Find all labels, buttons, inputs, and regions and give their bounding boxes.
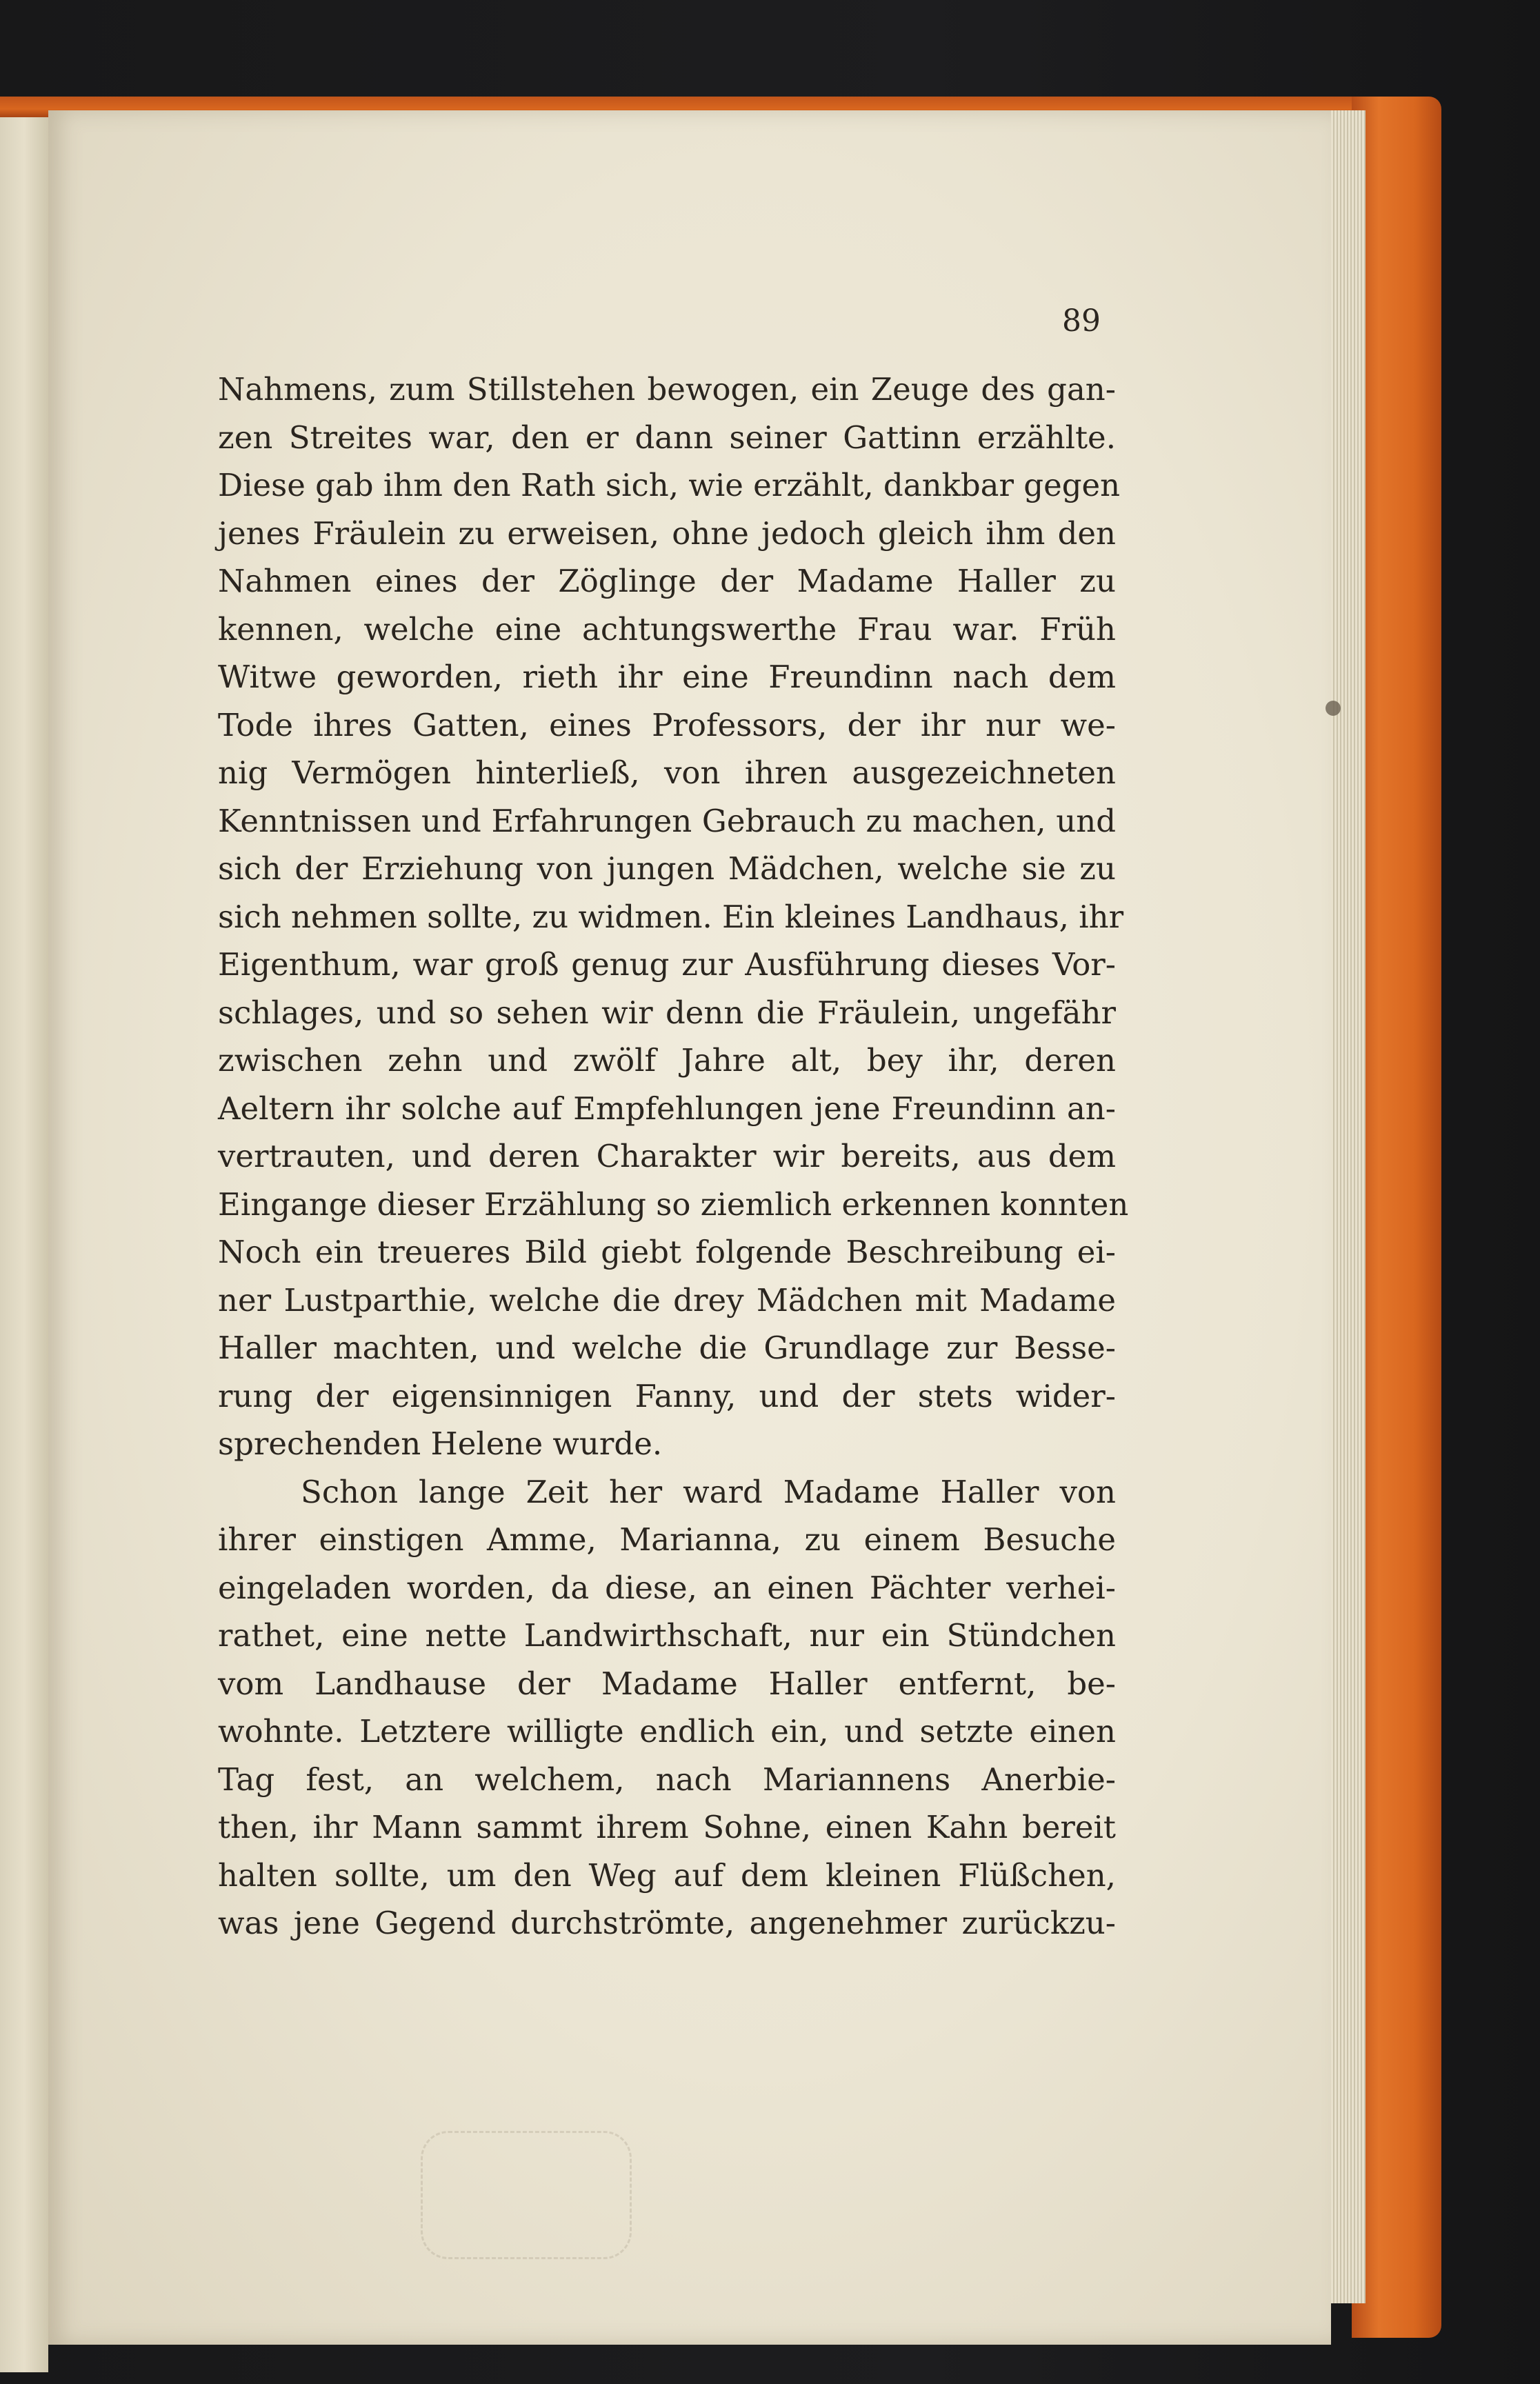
pencil-mark — [1326, 701, 1341, 716]
text-line: Kenntnissen und Erfahrungen Gebrauch zu machen, und — [218, 802, 1116, 839]
text-line: zwischen zehn und zwölf Jahre alt, bey ihr, deren — [218, 1042, 1116, 1079]
text-line: Noch ein treueres Bild giebt folgende Beschreibung ei- — [218, 1234, 1116, 1270]
text-line: Schon lange Zeit her ward Madame Haller von — [301, 1473, 1116, 1510]
text-line: Haller machten, und welche die Grundlage zur Besse- — [218, 1330, 1116, 1366]
blind-stamp — [421, 2131, 632, 2259]
text-line: jenes Fräulein zu erweisen, ohne jedoch gleich ihm den — [218, 514, 1116, 552]
text-line: was jene Gegend durchströmte, angenehmer zurückzu- — [218, 1905, 1116, 1941]
text-line: nig Vermögen hinterließ, von ihren ausgezeichneten — [218, 754, 1116, 791]
text-line: ner Lustparthie, welche die drey Mädchen mit Madame — [218, 1281, 1116, 1319]
text-line: Nahmens, zum Stillstehen bewogen, ein Zeuge des gan- — [218, 371, 1116, 408]
text-line: zen Streites war, den er dann seiner Gattinn erzählte. — [218, 419, 1116, 456]
text-line: Eingange dieser Erzählung so ziemlich erkennen konnten — [218, 1185, 1129, 1223]
text-line: Aeltern ihr solche auf Empfehlungen jene Freundinn an- — [218, 1090, 1116, 1127]
text-line: Witwe geworden, rieth ihr eine Freundinn nach dem — [218, 659, 1116, 695]
text-line: sich der Erziehung von jungen Mädchen, welche sie zu — [218, 850, 1116, 887]
text-line: Nahmen eines der Zöglinge der Madame Haller zu — [218, 563, 1116, 599]
text-line: then, ihr Mann sammt ihrem Sohne, einen Kahn bereit — [218, 1809, 1116, 1845]
text-line: sich nehmen sollte, zu widmen. Ein kleines Landhaus, ihr — [218, 898, 1124, 935]
text-line: Eigenthum, war groß genug zur Ausführung dieses Vor- — [218, 946, 1116, 983]
text-line: halten sollte, um den Weg auf dem kleinen Flüßchen, — [218, 1856, 1116, 1894]
text-line: sprechenden Helene wurde. — [218, 1425, 663, 1462]
text-line: vom Landhause der Madame Haller entfernt, be- — [218, 1665, 1116, 1702]
facing-page-edge — [0, 103, 48, 2372]
body-text — [218, 365, 1129, 1947]
text-line: Tag fest, an welchem, nach Mariannens Anerbie- — [218, 1761, 1116, 1798]
text-line: vertrauten, und deren Charakter wir bereits, aus dem — [218, 1138, 1116, 1174]
text-line: kennen, welche eine achtungswerthe Frau war. Früh — [218, 610, 1116, 648]
text-line: rathet, eine nette Landwirthschaft, nur ein Stündchen — [218, 1617, 1116, 1654]
text-line: wohnte. Letztere willigte endlich ein, und setzte einen — [218, 1713, 1116, 1750]
text-line: Diese gab ihm den Rath sich, wie erzählt, dankbar gegen — [218, 467, 1121, 503]
text-line: schlages, und so sehen wir denn die Fräulein, ungefähr — [218, 994, 1116, 1031]
text-line: rung der eigensinnigen Fanny, und der stets wider- — [218, 1377, 1116, 1414]
text-line: eingeladen worden, da diese, an einen Pächter verhei- — [218, 1569, 1116, 1606]
page-number: 89 — [1062, 303, 1101, 339]
text-line: ihrer einstigen Amme, Marianna, zu einem Besuche — [218, 1521, 1116, 1558]
text-line: Tode ihres Gatten, eines Professors, der ihr nur we- — [218, 706, 1116, 743]
